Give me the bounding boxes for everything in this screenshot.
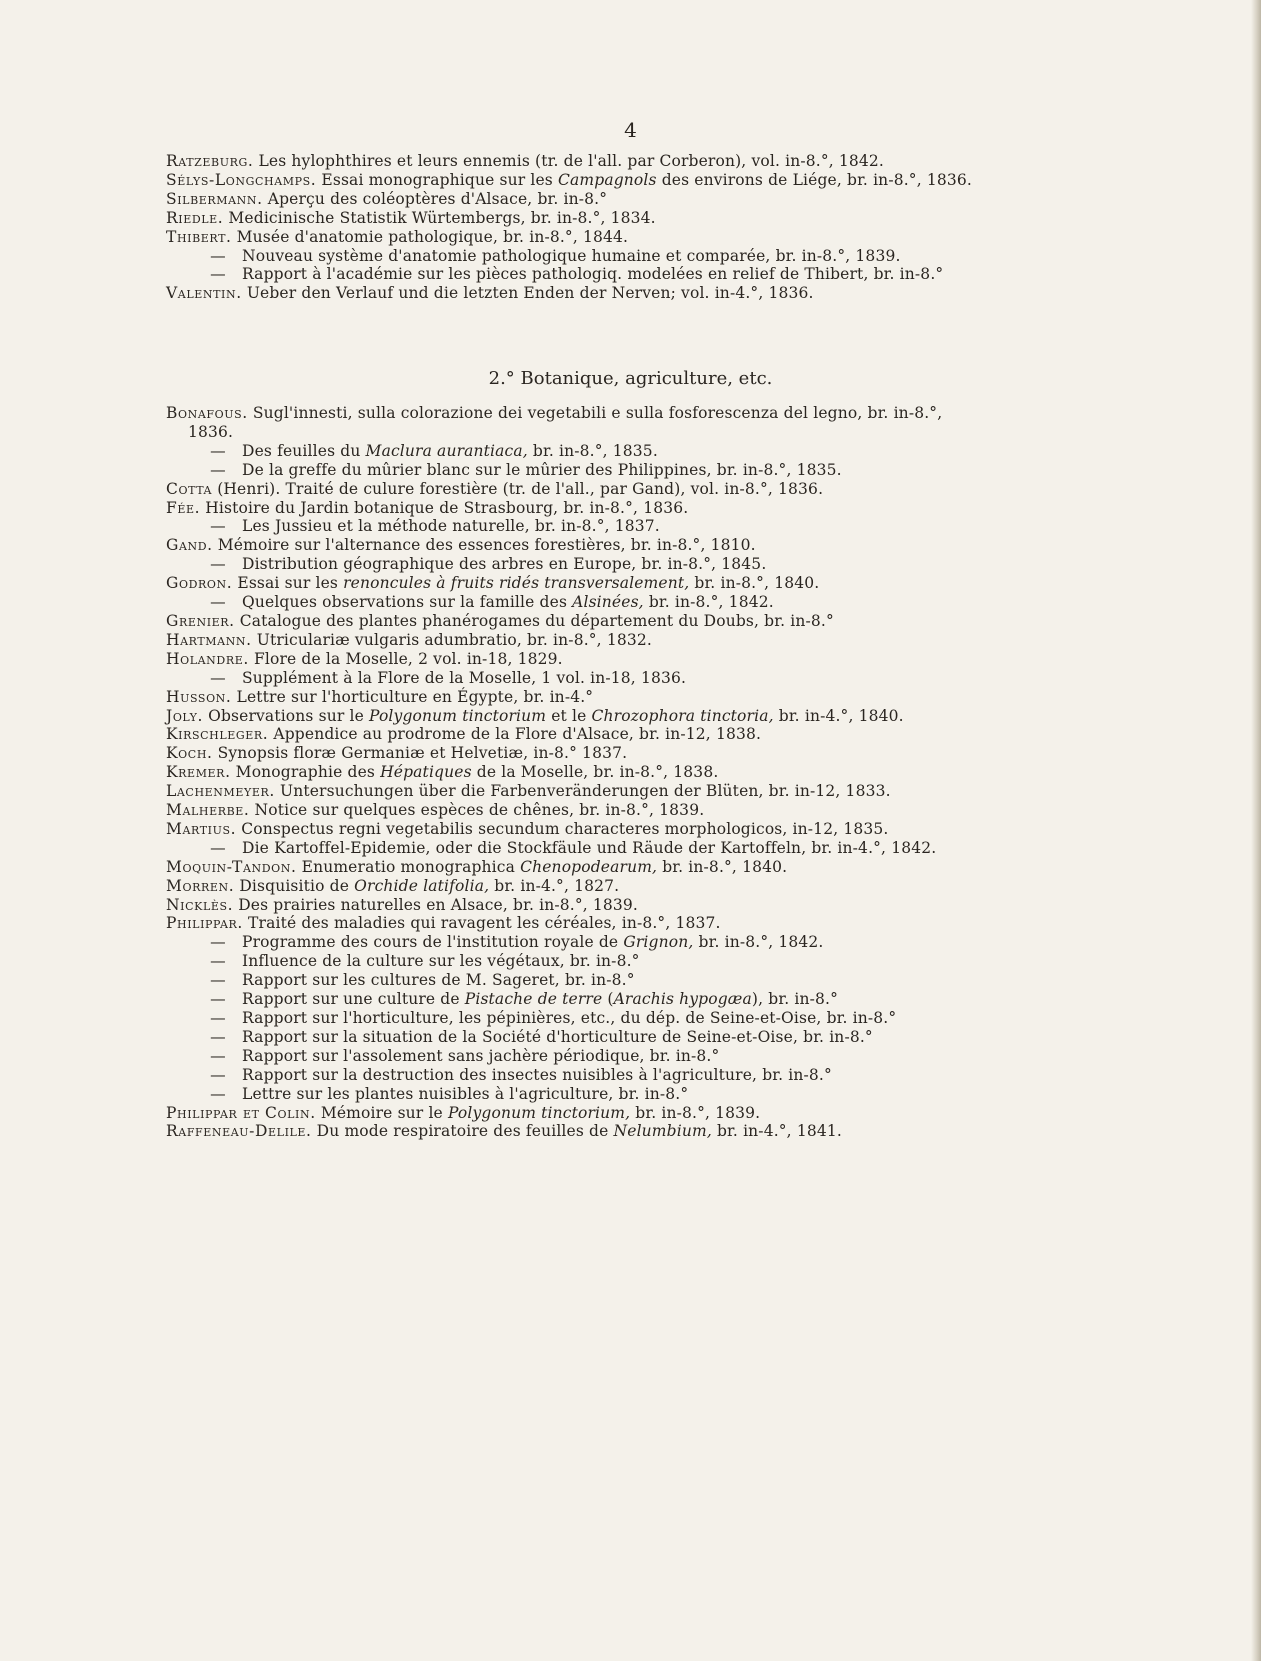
ditto-dash: — (210, 555, 226, 574)
ditto-dash: — (210, 933, 226, 952)
bibliography-entry (166, 707, 1166, 726)
entry-text: Du mode respiratoire des feuilles de (316, 1122, 614, 1141)
entry-text: Musée d'anatomie pathologique, br. in-8.°, 1844. (236, 227, 629, 246)
entry-text: Rapport sur la destruction des insectes nuisibles à l'agriculture, br. in-8.° (242, 1065, 832, 1084)
entry-text: br. in-8.°, 1835. (527, 441, 658, 460)
entry-author: Riedle. (166, 208, 224, 227)
entry-author: Raffeneau-Delile. (166, 1122, 312, 1141)
entry-italic-title: Nelumbium, (613, 1122, 712, 1141)
entry-author: Husson. (166, 687, 232, 706)
entry-text: Lettre sur l'horticulture en Égypte, br. in-4.° (236, 687, 594, 706)
bibliography-entry (166, 820, 1166, 839)
entry-italic-title: Grignon, (623, 933, 694, 952)
page-edge-shadow (1251, 0, 1261, 1661)
ditto-dash: — (210, 460, 226, 479)
bibliography-entry (166, 284, 1166, 303)
bibliography-entry (166, 650, 1166, 669)
entry-text: Rapport sur la situation de la Société d'horticulture de Seine-et-Oise, br. in-8.° (242, 1027, 873, 1046)
bibliography-entry (166, 971, 1166, 990)
bibliography-entry (166, 228, 1166, 247)
entry-author: Holandre. (166, 649, 249, 668)
entry-text: br. in-8.°, 1840. (657, 857, 788, 876)
bibliography-entry (166, 763, 1166, 782)
entry-italic-title: Chrozophora tinctoria, (591, 706, 774, 725)
page-number: 4 (624, 118, 637, 142)
bibliography-entry (166, 782, 1166, 801)
ditto-dash: — (210, 990, 226, 1009)
bibliography-entry (166, 801, 1166, 820)
bibliography-entry (166, 536, 1166, 555)
entry-text: Essai monographique sur les (321, 170, 558, 189)
ditto-dash: — (210, 838, 226, 857)
ditto-dash: — (210, 668, 226, 687)
bibliography-entry (166, 442, 1166, 461)
bibliography-entry (166, 1085, 1166, 1104)
bibliography-entry (166, 933, 1166, 952)
bibliography-entry (166, 952, 1166, 971)
bibliography-entry (166, 247, 1166, 266)
ditto-dash: — (210, 1065, 226, 1084)
entry-text: Rapport sur l'assolement sans jachère périodique, br. in-8.° (242, 1046, 720, 1065)
entry-author: Moquin-Tandon. (166, 857, 297, 876)
entry-author: Joly. (166, 706, 204, 725)
ditto-dash: — (210, 246, 226, 265)
entry-author: Grenier. (166, 611, 235, 630)
entry-italic-title: Arachis hypogæa (613, 990, 752, 1009)
entry-text: De la greffe du mûrier blanc sur le mûrier des Philippines, br. in-8.°, 1835. (242, 460, 842, 479)
ditto-dash: — (210, 952, 226, 971)
entry-text: br. in-4.°, 1841. (711, 1122, 842, 1141)
bibliography-entry (166, 190, 1166, 209)
bibliography-entry (166, 152, 1166, 171)
entry-text: Notice sur quelques espèces de chênes, br. in-8.°, 1839. (254, 801, 705, 820)
entry-text: Synopsis floræ Germaniæ et Helvetiæ, in-8.° 1837. (217, 744, 628, 763)
entry-text: Distribution géographique des arbres en Europe, br. in-8.°, 1845. (242, 555, 767, 574)
entry-text: (Henri). Traité de culure forestière (tr. de l'all., par Gand), vol. in-8.°, 1836. (217, 479, 824, 498)
entry-text: Des feuilles du (242, 441, 366, 460)
entry-author: Lachenmeyer. (166, 782, 275, 801)
bibliography-entry (166, 404, 1166, 423)
entry-text: Catalogue des plantes phanérogames du département du Doubs, br. in-8.° (239, 611, 834, 630)
entry-text: Histoire du Jardin botanique de Strasbourg, br. in-8.°, 1836. (205, 498, 689, 517)
entry-author: Ratzeburg. (166, 152, 254, 170)
bibliography-entry (166, 990, 1166, 1009)
entry-text: Flore de la Moselle, 2 vol. in-18, 1829. (253, 649, 563, 668)
entry-text: Disquisitio de (239, 876, 355, 895)
ditto-dash: — (210, 1027, 226, 1046)
entry-author: Kirschleger. (166, 725, 269, 744)
entry-author: Godron. (166, 574, 233, 593)
entry-text: Rapport sur une culture de (242, 990, 465, 1009)
entry-text: Supplément à la Flore de la Moselle, 1 vol. in-18, 1836. (242, 668, 687, 687)
entry-text: et le (546, 706, 592, 725)
bibliography-entry (166, 1009, 1166, 1028)
bibliography-entry (166, 171, 1166, 190)
entry-text: Mémoire sur l'alternance des essences forestières, br. in-8.°, 1810. (217, 536, 756, 555)
entry-text: Influence de la culture sur les végétaux, br. in-8.° (242, 952, 640, 971)
entry-text: Les Jussieu et la méthode naturelle, br. in-8.°, 1837. (242, 517, 660, 536)
entry-text: Utriculariæ vulgaris adumbratio, br. in-8.°, 1832. (256, 630, 652, 649)
bibliography-entry (166, 265, 1166, 284)
entry-text: Quelques observations sur la famille des (242, 593, 573, 612)
entry-italic-title: Orchide latifolia, (354, 876, 490, 895)
bibliography-entry (166, 612, 1166, 631)
entry-italic-title: Pistache de terre (464, 990, 603, 1009)
entry-text: Traité des maladies qui ravagent les céréales, in-8.°, 1837. (248, 914, 721, 933)
entry-text: ), br. in-8.° (751, 990, 838, 1009)
ditto-dash: — (210, 1084, 226, 1103)
entry-italic-title: renoncules à fruits ridés transversalement, (343, 574, 690, 593)
entry-author: Bonafous. (166, 404, 248, 422)
entry-text: br. in-4.°, 1840. (773, 706, 904, 725)
bibliography-entry (166, 896, 1166, 915)
entry-text: Les hylophthires et leurs ennemis (tr. de l'all. par Corberon), vol. in-8.°, 1842. (258, 152, 884, 170)
bibliography-entry (166, 725, 1166, 744)
entry-text: Lettre sur les plantes nuisibles à l'agriculture, br. in-8.° (242, 1084, 689, 1103)
entry-text: Des prairies naturelles en Alsace, br. in-8.°, 1839. (238, 895, 638, 914)
entry-text: Observations sur le (208, 706, 369, 725)
entry-author: Martius. (166, 819, 237, 838)
bibliography-entry (166, 631, 1166, 650)
entry-text: 1836. (188, 422, 234, 441)
entry-text: br. in-8.°, 1839. (630, 1103, 761, 1122)
bibliography-entry (166, 1104, 1166, 1123)
entry-text: Aperçu des coléoptères d'Alsace, br. in-8.° (267, 189, 608, 208)
entry-author: Philippar et Colin. (166, 1103, 316, 1122)
entry-text: de la Moselle, br. in-8.°, 1838. (471, 763, 719, 782)
entry-author: Kremer. (166, 763, 231, 782)
entry-author: Nicklès. (166, 895, 234, 914)
entry-italic-title: Campagnols (558, 170, 657, 189)
bibliography-entry (166, 1028, 1166, 1047)
entry-list-botany (166, 404, 1166, 1141)
entry-text: ( (602, 990, 614, 1009)
entry-italic-title: Polygonum tinctorium, (447, 1103, 631, 1122)
bibliography-entry (166, 423, 1166, 442)
entry-text: Ueber den Verlauf und die letzten Enden der Nerven; vol. in-4.°, 1836. (246, 284, 814, 303)
bibliography-entry (166, 1066, 1166, 1085)
bibliography-entry (166, 744, 1166, 763)
bibliography-entry (166, 839, 1166, 858)
entry-text: Enumeratio monographica (301, 857, 521, 876)
bibliography-entry (166, 1047, 1166, 1066)
bibliography-entry (166, 858, 1166, 877)
bibliography-entry (166, 461, 1166, 480)
entry-author: Gand. (166, 536, 213, 555)
bibliography-entry (166, 914, 1166, 933)
entry-author: Silbermann. (166, 189, 263, 208)
ditto-dash: — (210, 265, 226, 284)
entry-text: br. in-8.°, 1840. (689, 574, 820, 593)
entry-italic-title: Maclura aurantiaca, (365, 441, 528, 460)
entry-italic-title: Polygonum tinctorium (369, 706, 547, 725)
entry-text: Nouveau système d'anatomie pathologique humaine et comparée, br. in-8.°, 1839. (242, 246, 901, 265)
entry-text: Die Kartoffel-Epidemie, oder die Stockfäule und Räude der Kartoffeln, br. in-4.°, 1842. (242, 838, 937, 857)
entry-text: Medicinische Statistik Würtembergs, br. in-8.°, 1834. (228, 208, 656, 227)
bibliography-entry (166, 480, 1166, 499)
ditto-dash: — (210, 1046, 226, 1065)
bibliography-entry (166, 209, 1166, 228)
entry-author: Thibert. (166, 227, 232, 246)
ditto-dash: — (210, 971, 226, 990)
entry-text: Mémoire sur le (320, 1103, 448, 1122)
entry-italic-title: Alsinées, (572, 593, 644, 612)
entry-author: Valentin. (166, 284, 242, 303)
bibliography-entry (166, 688, 1166, 707)
bibliography-entry (166, 499, 1166, 518)
entry-text: Rapport sur l'horticulture, les pépinières, etc., du dép. de Seine-et-Oise, br. in-8.° (242, 1009, 897, 1027)
bibliography-entry (166, 877, 1166, 896)
bibliography-entry (166, 1122, 1166, 1141)
entry-text: Programme des cours de l'institution royale de (242, 933, 624, 952)
ditto-dash: — (210, 441, 226, 460)
ditto-dash: — (210, 593, 226, 612)
bibliography-entry (166, 555, 1166, 574)
entry-author: Malherbe. (166, 801, 250, 820)
bibliography-entry (166, 669, 1166, 688)
entry-author: Philippar. (166, 914, 243, 933)
entry-text: Conspectus regni vegetabilis secundum characteres morphologicos, in-12, 1835. (241, 819, 889, 838)
entry-text: Untersuchungen über die Farbenveränderungen der Blüten, br. in-12, 1833. (279, 782, 891, 801)
entry-text: Appendice au prodrome de la Flore d'Alsace, br. in-12, 1838. (273, 725, 762, 744)
ditto-dash: — (210, 1009, 226, 1027)
entry-author: Fée. (166, 498, 201, 517)
entry-text: des environs de Liége, br. in-8.°, 1836. (656, 170, 972, 189)
bibliography-entry (166, 593, 1166, 612)
entry-text: br. in-8.°, 1842. (693, 933, 824, 952)
entry-list-zoology (166, 152, 1166, 303)
entry-text: Monographie des (235, 763, 381, 782)
entry-author: Sélys-Longchamps. (166, 170, 317, 189)
entry-author: Koch. (166, 744, 213, 763)
entry-text: br. in-8.°, 1842. (643, 593, 774, 612)
entry-text: Rapport à l'académie sur les pièces pathologiq. modelées en relief de Thibert, br. in-8.° (242, 265, 944, 284)
bibliography-entry (166, 574, 1166, 593)
entry-author: Hartmann. (166, 630, 252, 649)
entry-text: Essai sur les (237, 574, 344, 593)
section-heading: 2.° Botanique, agriculture, etc. (488, 368, 773, 389)
entry-text: br. in-4.°, 1827. (489, 876, 620, 895)
entry-italic-title: Chenopodearum, (520, 857, 658, 876)
bibliography-entry (166, 517, 1166, 536)
entry-text: Rapport sur les cultures de M. Sageret, br. in-8.° (242, 971, 635, 990)
entry-text: Sugl'innesti, sulla colorazione dei vegetabili e sulla fosforescenza del legno, br. in-8.°, (252, 404, 943, 422)
entry-author: Cotta (166, 479, 213, 498)
entry-italic-title: Hépatiques (380, 763, 472, 782)
entry-author: Morren. (166, 876, 235, 895)
ditto-dash: — (210, 517, 226, 536)
